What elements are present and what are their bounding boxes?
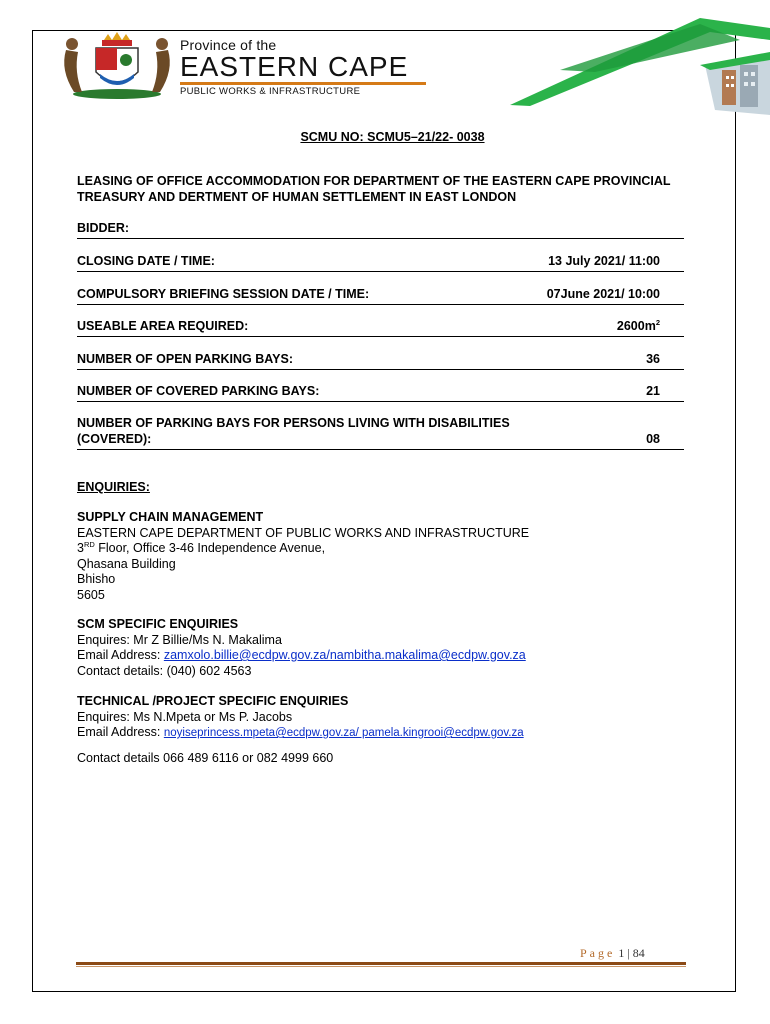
area-value [617, 318, 660, 334]
briefing-label: COMPULSORY BRIEFING SESSION DATE / TIME: [77, 287, 370, 301]
page-total: 84 [632, 946, 645, 960]
brand-rule [180, 82, 426, 85]
tech-email-link[interactable]: noyiseprincess.mpeta@ecdpw.gov.za/ pamela.kingrooi@ecdpw.gov.za [163, 727, 524, 739]
row-closing-date [77, 253, 684, 272]
tech-enquires: Enquires: Ms N.Mpeta or Ms P. Jacobs [77, 709, 293, 724]
covered-parking-label: NUMBER OF COVERED PARKING BAYS: [77, 384, 320, 398]
closing-label: CLOSING DATE / TIME: [77, 254, 215, 268]
header-band-graphic [500, 10, 770, 120]
briefing-value: 07June 2021/ 10:00 [546, 287, 660, 301]
closing-value: 13 July 2021/ 11:00 [548, 254, 660, 268]
tech-contact: Contact details 066 489 6116 or 082 4999 660 [77, 751, 334, 765]
row-bidder [77, 220, 684, 239]
row-covered-parking [77, 383, 684, 402]
row-open-parking [77, 351, 684, 370]
disability-label-1: NUMBER OF PARKING BAYS FOR PERSONS LIVING WITH DISABILITIES [77, 416, 510, 430]
area-superscript: 2 [655, 317, 660, 327]
bidder-label: BIDDER: [77, 221, 130, 235]
covered-parking-value: 21 [646, 384, 660, 398]
page-number [580, 946, 645, 961]
enquiries-heading: ENQUIRIES: [77, 480, 150, 494]
page-separator: | [627, 946, 630, 960]
scm-postcode: 5605 [77, 587, 105, 602]
scm-contact: Contact details: (040) 602 4563 [77, 663, 252, 678]
scm-heading: SUPPLY CHAIN MANAGEMENT [77, 510, 264, 524]
area-label: USEABLE AREA REQUIRED: [77, 319, 249, 333]
tech-heading: TECHNICAL /PROJECT SPECIFIC ENQUIRIES [77, 694, 349, 708]
tech-email-line [77, 725, 524, 742]
scm-address-block [77, 510, 529, 603]
disability-value: 08 [646, 432, 660, 446]
row-area [77, 318, 684, 337]
scm-specific-heading: SCM SPECIFIC ENQUIRIES [77, 617, 239, 631]
technical-block [77, 694, 524, 742]
scm-floor [77, 541, 529, 557]
disability-label-2: (COVERED): [77, 432, 152, 446]
brand-line-eastern-cape: EASTERN CAPE [180, 51, 409, 82]
scm-town: Bhisho [77, 572, 116, 586]
open-parking-value: 36 [646, 352, 660, 366]
scm-specific-block [77, 617, 526, 679]
scm-dept: EASTERN CAPE DEPARTMENT OF PUBLIC WORKS AND INFRASTRUCTURE [77, 525, 530, 540]
floor-address: Floor, Office 3-46 Independence Avenue, [94, 541, 326, 555]
brand-wordmark [180, 37, 426, 98]
page-word: Page [580, 946, 616, 960]
row-briefing [77, 286, 684, 305]
scm-enquires: Enquires: Mr Z Billie/Ms N. Makalima [77, 632, 282, 647]
scmu-number: SCMU NO: SCMU5–21/22- 0038 [300, 130, 485, 144]
scm-email-link[interactable]: zamxolo.billie@ecdpw.gov.za/nambitha.makalima@ecdpw.gov.za [163, 648, 526, 662]
floor-number: 3 [77, 541, 84, 555]
area-number: 2600m [616, 319, 656, 333]
scm-email-label: Email Address: [77, 648, 164, 662]
coat-of-arms-logo [56, 30, 178, 100]
tender-title: LEASING OF OFFICE ACCOMMODATION FOR DEPARTMENT OF THE EASTERN CAPE PROVINCIAL TREASURY AND DERTMENT OF HUMAN SETTLEMENT IN EAST LONDON [77, 174, 671, 204]
scmu-number-wrap [0, 128, 770, 146]
brand-line-province: Province of the [180, 37, 277, 53]
floor-superscript: RD [83, 539, 95, 549]
brand-line-department: PUBLIC WORKS & INFRASTRUCTURE [180, 86, 361, 97]
scm-building: Qhasana Building [77, 556, 176, 571]
page-current: 1 [618, 946, 625, 960]
tech-email-label: Email Address: [77, 725, 164, 739]
scm-email-line [77, 648, 526, 664]
row-disability-parking [77, 415, 684, 450]
footer-rule-thin [76, 966, 686, 967]
open-parking-label: NUMBER OF OPEN PARKING BAYS: [77, 352, 293, 366]
footer-rule [76, 962, 686, 965]
